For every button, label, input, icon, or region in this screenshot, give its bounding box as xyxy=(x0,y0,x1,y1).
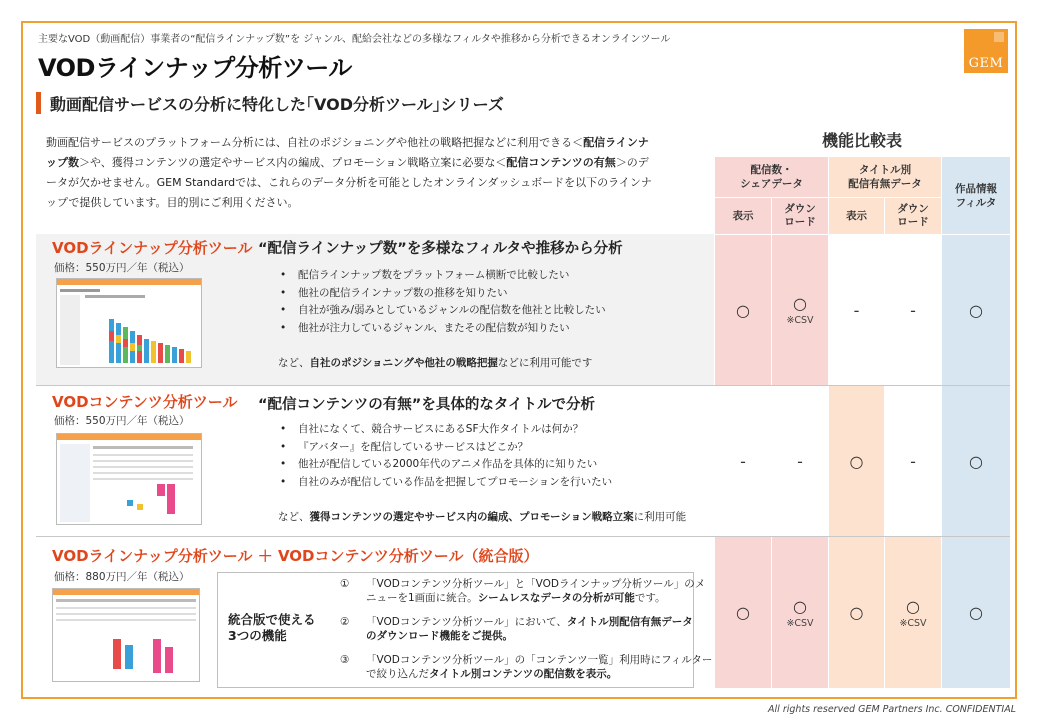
cell-r1-c4: - xyxy=(885,235,941,385)
footer-copyright: All rights reserved GEM Partners Inc. CONFIDENTIAL xyxy=(768,704,1016,715)
list-item: • 『アバター』を配信しているサービスはどこか？ xyxy=(276,439,612,457)
tool-2-screenshot xyxy=(56,433,202,525)
section-title: 動画配信サービスの分析に特化した｢VOD分析ツール｣シリーズ xyxy=(50,95,504,114)
cell-r3-c2: ○ ※CSV xyxy=(772,537,828,688)
cell-r1-c5: ○ xyxy=(942,235,1010,385)
tool-2-note: など、獲得コンテンツの選定やサービス内の編成、プロモーション戦略立案に利用可能 xyxy=(278,511,687,523)
tool-1-bullets xyxy=(276,267,606,337)
page-subtitle: 主要なVOD（動画配信）事業者の“配信ラインナップ数”を ジャンル、配給会社などの多様なフィルタや推移から分析できるオンラインツール xyxy=(38,34,671,45)
tool-1-headline: “配信ラインナップ数”を多様なフィルタや推移から分析 xyxy=(258,241,623,257)
header-filter: 作品情報 フィルタ xyxy=(942,157,1010,234)
list-item: • 他社が配信している2000年代のアニメ作品を具体的に知りたい xyxy=(276,456,612,474)
row-divider xyxy=(36,536,1010,537)
subheader-display-2: 表示 xyxy=(829,198,884,234)
list-item: • 自社のみが配信している作品を把握してプロモーションを行いたい xyxy=(276,474,612,492)
integrated-label: 統合版で使える 3つの機能 xyxy=(228,612,316,643)
tool-1-screenshot xyxy=(56,278,202,368)
row-divider xyxy=(36,385,1010,386)
comparison-title: 機能比較表 xyxy=(821,131,902,150)
list-item: • 自社が強み/弱みとしているジャンルの配信数を他社と比較したい xyxy=(276,302,606,320)
subheader-download-1: ダウン ロード xyxy=(772,198,828,234)
tool-1-price: 価格：550万円／年（税込） xyxy=(54,262,190,274)
tool-2-price: 価格：550万円／年（税込） xyxy=(54,415,190,427)
list-item: • 他社の配信ラインナップ数の推移を知りたい xyxy=(276,285,606,303)
page-title: VODラインナップ分析ツール xyxy=(38,54,352,82)
tool-2-name: VODコンテンツ分析ツール xyxy=(52,393,238,411)
cell-r3-c3: ○ xyxy=(829,537,884,688)
gem-logo: GEM xyxy=(964,29,1008,73)
list-item: • 自社になくて、競合サービスにあるSF大作タイトルは何か？ xyxy=(276,421,612,439)
section-accent-bar xyxy=(36,92,41,114)
tool-3-name: VODラインナップ分析ツール ＋ VODコンテンツ分析ツール（統合版） xyxy=(52,547,539,565)
subheader-download-2: ダウン ロード xyxy=(885,198,941,234)
tool-1-note: など、自社のポジショニングや他社の戦略把握などに利用可能です xyxy=(278,357,593,369)
cell-r2-c4: - xyxy=(885,386,941,536)
header-group-title-data: タイトル別 配信有無データ xyxy=(829,157,941,197)
cell-r1-c3: - xyxy=(829,235,884,385)
cell-r3-c4: ○ ※CSV xyxy=(885,537,941,688)
header-group-share-data: 配信数・ シェアデータ xyxy=(715,157,828,197)
list-item: • 配信ラインナップ数をプラットフォーム横断で比較したい xyxy=(276,267,606,285)
cell-r1-c2: ○ ※CSV xyxy=(772,235,828,385)
tool-3-price: 価格：880万円／年（税込） xyxy=(54,571,190,583)
cell-r2-c2: - xyxy=(772,386,828,536)
tool-2-bullets xyxy=(276,421,612,491)
list-item: • 他社が注力しているジャンル、またその配信数が知りたい xyxy=(276,320,606,338)
cell-r2-c3: ○ xyxy=(829,386,884,536)
cell-r3-c1: ○ xyxy=(715,537,771,688)
cell-r3-c5: ○ xyxy=(942,537,1010,688)
tool-1-name: VODラインナップ分析ツール xyxy=(52,239,253,257)
intro-paragraph: 動画配信サービスのプラットフォーム分析には、自社のポジショニングや他社の戦略把握などに利用できる＜配信ラインナップ数＞や、獲得コンテンツの選定やサービス内の編成、プロモーション戦略立案に必要な＜配信コンテンツの有無＞のデータが欠かせません。GEM Standardでは、これらのデータ分析を可能としたオンラインダッシュボードを以下のラインナップで提供しています。目的別にご利用ください。 xyxy=(46,136,652,209)
cell-r1-c1: ○ xyxy=(715,235,771,385)
subheader-display-1: 表示 xyxy=(715,198,771,234)
tool-2-headline: “配信コンテンツの有無”を具体的なタイトルで分析 xyxy=(258,397,596,413)
cell-r2-c1: - xyxy=(715,386,771,536)
cell-r2-c5: ○ xyxy=(942,386,1010,536)
tool-3-screenshot xyxy=(52,588,200,682)
